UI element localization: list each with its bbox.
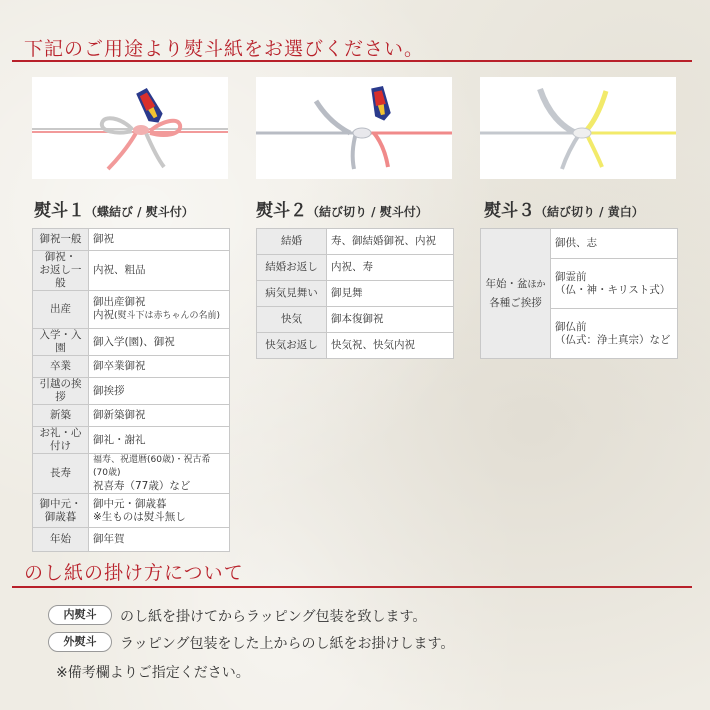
value-cell: 御挨拶	[89, 378, 230, 405]
category-cell: 御祝・ お返し一般	[33, 251, 89, 291]
table-row	[33, 427, 230, 454]
inner-noshi-badge: 内熨斗	[48, 605, 112, 625]
noshi1-title-sub: （蝶結び / 熨斗付）	[85, 205, 194, 219]
value-cell: 御見舞	[327, 281, 454, 307]
remarks-note: ※備考欄よりご指定ください。	[56, 665, 250, 681]
value-cell	[551, 259, 678, 309]
value-cell: 内祝、粗品	[89, 251, 230, 291]
table-row	[33, 378, 230, 405]
table-row	[33, 356, 230, 378]
noshi2-image	[256, 77, 452, 179]
table-row	[33, 291, 230, 329]
category-line-1: 年始・盆	[485, 278, 528, 290]
noshi2-title-main: 熨斗２	[256, 201, 307, 221]
value-line-2: （仏式：浄土真宗）など	[555, 333, 671, 346]
value-line: 福寿、祝還暦(60歳)・祝古希(70歳)	[93, 455, 211, 478]
noshi2-title-sub: （結び切り / 熨斗付）	[307, 205, 428, 219]
category-cell: 御祝一般	[33, 229, 89, 251]
value-line-2-main: 内祝	[93, 309, 114, 321]
category-cell	[481, 229, 551, 359]
category-cell: 新築	[33, 405, 89, 427]
category-cell: 病気見舞い	[257, 281, 327, 307]
value-cell: 寿、御結婚御祝、内祝	[327, 229, 454, 255]
value-cell: 御年賀	[89, 528, 230, 552]
table-row	[33, 329, 230, 356]
value-cell: 御入学(園)、御祝	[89, 329, 230, 356]
category-cell: 結婚	[257, 229, 327, 255]
value-cell: 御供、志	[551, 229, 678, 259]
category-cell: 卒業	[33, 356, 89, 378]
outer-noshi-text: ラッピング包装をした上からのし紙をお掛けします。	[120, 636, 455, 652]
table-row	[33, 405, 230, 427]
table-row	[481, 229, 678, 259]
value-line-2	[93, 309, 225, 323]
noshi1-image	[32, 77, 228, 179]
value-line-2: 祝喜寿（77歳）など	[93, 480, 191, 492]
section-heading-howto: のし紙の掛け方について	[24, 562, 244, 584]
category-cell: 快気	[257, 307, 327, 333]
value-line: 御出産御祝	[93, 296, 146, 308]
value-cell	[89, 494, 230, 528]
category-cell: 年始	[33, 528, 89, 552]
category-cell: 結婚お返し	[257, 255, 327, 281]
table-row	[257, 307, 454, 333]
category-cell: 長寿	[33, 454, 89, 494]
table-row	[257, 229, 454, 255]
value-cell: 快気祝、快気内祝	[327, 333, 454, 359]
noshi2-table	[256, 228, 454, 359]
inner-noshi-text: のし紙を掛けてからラッピング包装を致します。	[120, 609, 427, 625]
value-cell	[89, 291, 230, 329]
value-cell: 御卒業御祝	[89, 356, 230, 378]
table-row	[257, 333, 454, 359]
category-line-2: 各種ご挨拶	[489, 297, 542, 309]
section-heading-select: 下記のご用途より熨斗紙をお選びください。	[24, 38, 425, 60]
value-line: 御仏前	[555, 320, 587, 333]
value-line-2: （仏・神・キリスト式）	[555, 283, 671, 296]
table-row	[257, 281, 454, 307]
noshi1-title-main: 熨斗１	[34, 201, 85, 221]
table-row	[33, 251, 230, 291]
noshi2-title	[256, 196, 428, 221]
noshi3-table	[480, 228, 678, 359]
category-cell: 出産	[33, 291, 89, 329]
noshi1-table	[32, 228, 230, 552]
value-cell: 御礼・謝礼	[89, 427, 230, 454]
category-cell: 御中元・ 御歳暮	[33, 494, 89, 528]
value-line: 御中元・御歳暮	[93, 497, 167, 510]
outer-noshi-badge: 外熨斗	[48, 632, 112, 652]
heading-divider	[12, 60, 692, 62]
value-cell: 内祝、寿	[327, 255, 454, 281]
value-cell: 御祝	[89, 229, 230, 251]
table-row	[33, 454, 230, 494]
value-cell: 御新築御祝	[89, 405, 230, 427]
category-cell: 快気お返し	[257, 333, 327, 359]
noshi3-image	[480, 77, 676, 179]
value-line-2: ※生ものは熨斗無し	[93, 510, 186, 523]
table-row	[257, 255, 454, 281]
value-line-2-small: (熨斗下は赤ちゃんの名前)	[114, 311, 221, 321]
category-cell: お礼・心付け	[33, 427, 89, 454]
heading-divider	[12, 586, 692, 588]
table-row	[33, 494, 230, 528]
category-cell: 引越の挨拶	[33, 378, 89, 405]
category-line-1-small: ほか	[527, 280, 546, 290]
value-line: 御霊前	[555, 270, 587, 283]
table-row	[33, 229, 230, 251]
noshi3-title	[484, 196, 644, 221]
value-cell	[551, 309, 678, 359]
noshi3-title-sub: （結び切り / 黄白）	[535, 205, 644, 219]
value-cell	[89, 454, 230, 494]
category-cell: 入学・入園	[33, 329, 89, 356]
noshi1-title	[34, 196, 194, 221]
noshi3-title-main: 熨斗３	[484, 201, 535, 221]
value-cell: 御本復御祝	[327, 307, 454, 333]
table-row	[33, 528, 230, 552]
